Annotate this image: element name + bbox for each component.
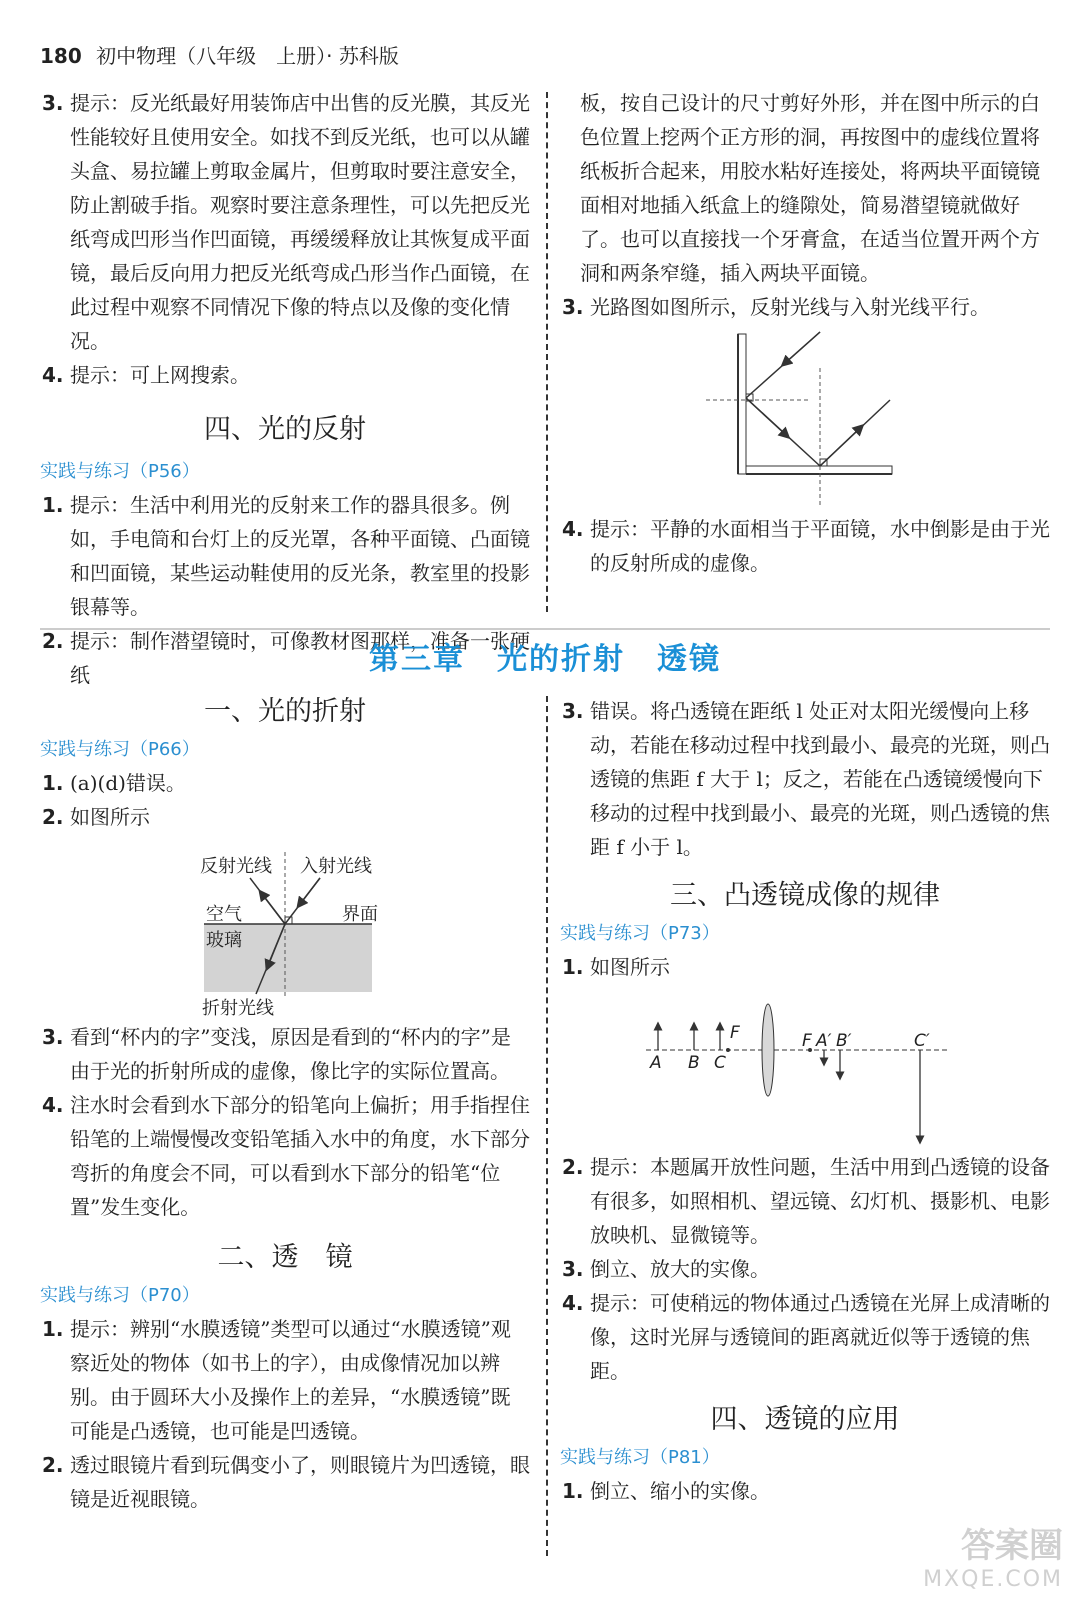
vertical-mirror [738, 334, 746, 474]
section-title-reflection: 四、光的反射 [204, 414, 366, 445]
item-1-right: 1. 倒立、缩小的实像。 [562, 1479, 770, 1503]
bottom-right-column-lower [560, 1150, 1050, 1508]
item-1: 1. 提示：生活中利用光的反射来工作的器具很多。例如，手电筒和台灯上的反光罩，各种平面镜、凸面镜和凹面镜，某些运动鞋使用的反光条，教室里的投影银幕等。 [42, 493, 530, 619]
item-2: 2. 如图所示 [42, 805, 150, 829]
item-4-right: 4. 提示：平静的水面相当于平面镜，水中倒影是由于光的反射所成的虚像。 [562, 517, 1050, 575]
bottom-left-column [40, 690, 530, 834]
label-C-prime: C′ [914, 1031, 930, 1051]
chapter-divider [40, 628, 1050, 630]
bottom-left-column-lower [40, 1020, 530, 1516]
label-F-right: F [802, 1031, 812, 1051]
middle-ray-arrow [746, 398, 786, 435]
bottom-right-column [560, 694, 1050, 984]
label-incident-ray: 入射光线 [300, 856, 372, 877]
watermark [923, 1518, 1063, 1592]
practice-label-p66: 实践与练习（P66） [40, 739, 200, 760]
section-title-lens-application: 四、透镜的应用 [710, 1404, 900, 1435]
item-3-right: 3. 错误。将凸透镜在距纸 l 处正对太阳光缓慢向上移动，若能在移动过程中找到最小、最亮的光斑，则凸透镜的焦距 f 大于 l；反之，若能在凸透镜缓慢向下移动的过程中找到最小、最亮的光斑，则凸透镜的焦距 f 小于 l。 [562, 699, 1050, 859]
chapter-title: 第三章 光的折射 透镜 [369, 642, 721, 677]
top-left-column [40, 86, 530, 692]
item-2: 2. 透过眼镜片看到玩偶变小了，则眼镜片为凹透镜，眼镜是近视眼镜。 [42, 1453, 530, 1511]
focus-left [726, 1048, 730, 1052]
label-refracted-ray: 折射光线 [202, 998, 274, 1018]
column-divider-bottom [546, 696, 548, 1556]
label-reflected-ray: 反射光线 [200, 856, 272, 877]
book-title: 初中物理（八年级 上册）· 苏科版 [96, 44, 399, 68]
label-B: B [688, 1053, 700, 1073]
refraction-diagram [190, 848, 400, 1018]
item-1-right: 1. 如图所示 [562, 955, 670, 979]
page-header [40, 40, 399, 69]
item-3-right: 3. 倒立、放大的实像。 [562, 1257, 770, 1281]
item-3: 3. 提示：反光纸最好用装饰店中出售的反光膜，其反光性能较好且使用安全。如找不到反光纸，也可以从罐头盒、易拉罐上剪取金属片，但剪取时要注意安全，防止割破手指。观察时要注意条理性，可以先把反光纸弯成凹形当作凹面镜，再缓缓释放让其恢复成平面镜，最后反向用力把反光纸弯成凸形当作凸面镜，在此过程中观察不同情况下像的特点以及像的变化情况。 [42, 91, 530, 353]
convex-lens [762, 1004, 774, 1096]
section-title-lens: 二、透 镜 [217, 1242, 353, 1273]
incident-ray-arrow [785, 332, 820, 363]
label-glass: 玻璃 [206, 930, 242, 951]
watermark-logo: 答案圈 [961, 1526, 1063, 1566]
top-right-column-lower [560, 512, 1050, 580]
practice-label-p73: 实践与练习（P73） [560, 923, 720, 944]
practice-label-p56: 实践与练习（P56） [40, 461, 200, 482]
watermark-url: MXQE.COM [923, 1567, 1063, 1592]
label-C: C [714, 1053, 726, 1073]
label-A: A [650, 1053, 662, 1073]
label-air: 空气 [206, 904, 242, 925]
continued-text: 板，按自己设计的尺寸剪好外形，并在图中所示的白色位置上挖两个正方形的洞，再按图中的虚线位置将纸板折合起来，用胶水粘好连接处，将两块平面镜镜面相对地插入纸盒上的缝隙处，简易潜望镜就做好了。也可以直接找一个牙膏盒，在适当位置开两个方洞和两条窄缝，插入两块平面镜。 [580, 91, 1040, 285]
column-divider-top [546, 92, 548, 612]
item-1: 1. 提示：辨别“水膜透镜”类型可以通过“水膜透镜”观察近处的物体（如书上的字），由成像情况加以辨别。由于圆环大小及操作上的差异，“水膜透镜”既可能是凸透镜，也可能是凹透镜。 [42, 1317, 511, 1443]
item-4-right: 4. 提示：可使稍远的物体通过凸透镜在光屏上成清晰的像，这时光屏与透镜间的距离就近似等于透镜的焦距。 [562, 1291, 1050, 1383]
incident-ray-arrow [300, 878, 320, 904]
item-1: 1. (a)(d)错误。 [42, 771, 186, 795]
item-3: 3. 看到“杯内的字”变浅，原因是看到的“杯内的字”是由于光的折射所成的虚像，像比字的实际位置高。 [42, 1025, 511, 1083]
label-A-prime: A′ [816, 1031, 832, 1051]
reflected-ray-arrow [262, 894, 285, 924]
label-F-left: F [730, 1023, 740, 1043]
item-2-right: 2. 提示：本题属开放性问题，生活中用到凸透镜的设备有很多，如照相机、望远镜、幻灯机、摄影机、电影放映机、显微镜等。 [562, 1155, 1050, 1247]
label-interface: 界面 [342, 904, 378, 925]
page-number: 180 [40, 44, 82, 68]
top-right-column [560, 86, 1050, 324]
practice-label-p81: 实践与练习（P81） [560, 1447, 720, 1468]
label-B-prime: B′ [836, 1031, 852, 1051]
convex-lens-imaging-diagram [640, 1000, 960, 1146]
item-3-right: 3. 光路图如图所示，反射光线与入射光线平行。 [562, 295, 990, 319]
practice-label-p70: 实践与练习（P70） [40, 1285, 200, 1306]
section-title-refraction: 一、光的折射 [204, 696, 366, 727]
item-4: 4. 提示：可上网搜索。 [42, 363, 250, 387]
item-4: 4. 注水时会看到水下部分的铅笔向上偏折；用手指捏住铅笔的上端慢慢改变铅笔插入水中的角度，水下部分弯折的角度会不同，可以看到水下部分的铅笔“位置”发生变化。 [42, 1093, 530, 1219]
section-title-convex-imaging: 三、凸透镜成像的规律 [670, 880, 940, 911]
horizontal-mirror [746, 466, 892, 474]
item-2: 2. 提示：制作潜望镜时，可像教材图那样，准备一张硬纸 [42, 629, 530, 687]
periscope-light-path-diagram [700, 328, 900, 508]
reflected-ray-arrow [820, 428, 860, 466]
